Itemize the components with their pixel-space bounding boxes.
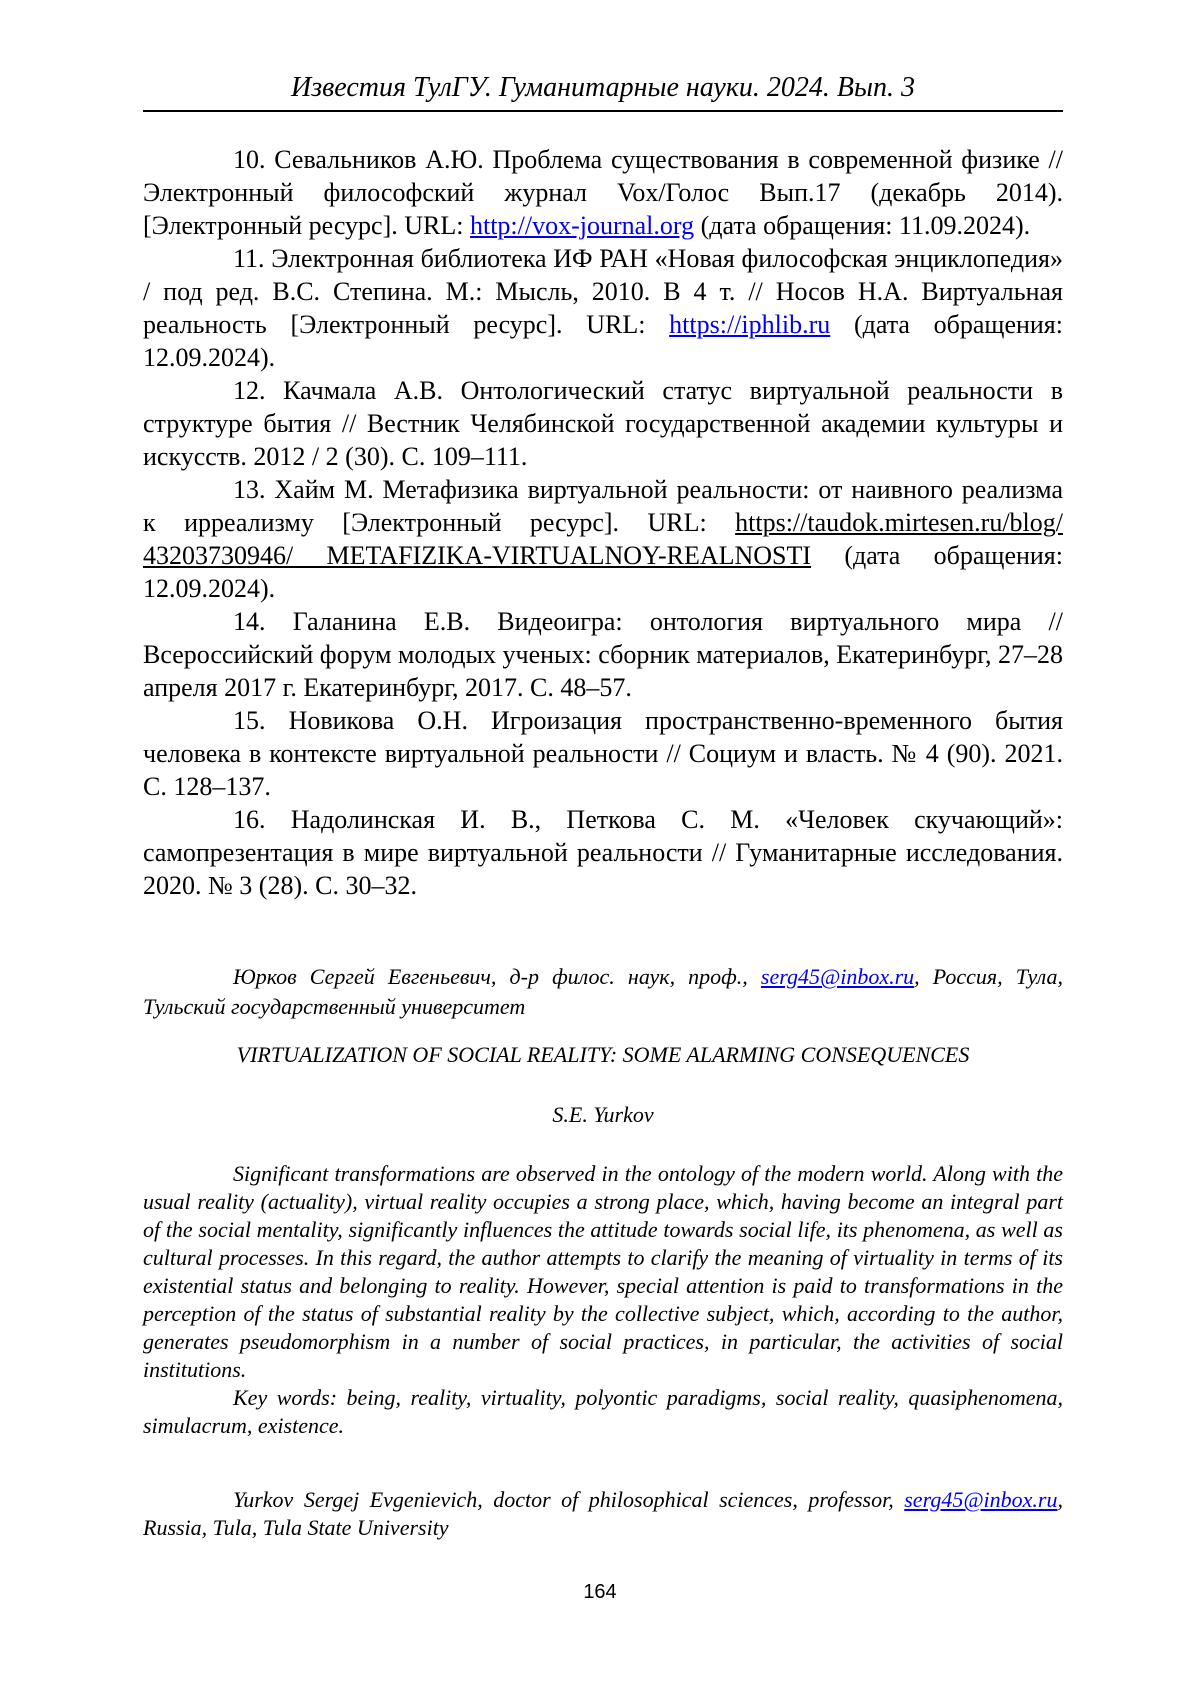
reference-list: [143, 143, 1063, 902]
author-info-text-end: , Россия, Тула, Тульский государственный университет: [143, 964, 1063, 1019]
reference-text-end: (дата обращения: 12.09.2024).: [143, 541, 1063, 603]
reference-item: [143, 143, 1063, 242]
reference-text: 10. Севальников А.Ю. Проблема существования в современной физике // Электронный философский журнал Vox/Голос Вып.17 (декабрь 2014). [Электронный ресурс]. URL:: [143, 145, 1063, 240]
reference-item: [143, 704, 1063, 803]
reference-item: [143, 374, 1063, 473]
author-email-link[interactable]: serg45@inbox.ru: [760, 964, 915, 989]
author-info-text: Yurkov Sergej Evgenievich, doctor of philosophical sciences, professor,: [233, 1487, 905, 1512]
reference-text: 13. Хайм М. Метафизика виртуальной реальности: от наивного реализма к ирреализму [Электронный ресурс]. URL:: [143, 475, 1063, 537]
reference-link[interactable]: https://taudok.mirtesen.ru/blog/ 43203730946/ METAFIZIKA-VIRTUALNOY-REALNOSTI: [143, 508, 1063, 570]
header-rule: [143, 110, 1063, 112]
reference-item: [143, 605, 1063, 704]
english-author: S.E. Yurkov: [552, 1102, 654, 1127]
reference-text: 12. Качмала А.В. Онтологический статус виртуальной реальности в структуре бытия // Вестник Челябинской государственной академии культуры и искусств. 2012 / 2 (30). С. 109–111.: [143, 376, 1063, 471]
reference-text-end: (дата обращения: 11.09.2024).: [694, 211, 1031, 240]
reference-item: [143, 242, 1063, 374]
author-info-text: Юрков Сергей Евгеньевич, д-р филос. наук, проф.,: [233, 964, 761, 989]
reference-text-end: (дата обращения: 12.09.2024).: [143, 310, 1063, 372]
reference-text: 15. Новикова О.Н. Игроизация пространственно-временного бытия человека в контексте виртуальной реальности // Социум и власть. № 4 (90). 2021. С. 128–137.: [143, 706, 1063, 801]
author-info-text-end: , Russia, Tula, Tula State University: [143, 1487, 1063, 1540]
author-info-en: [143, 1486, 1063, 1542]
reference-text: 14. Галанина Е.В. Видеоигра: онтология виртуального мира // Всероссийский форум молодых ученых: сборник материалов, Екатеринбург, 27–28 апреля 2017 г. Екатеринбург, 2017. С. 48–57.: [143, 607, 1063, 702]
reference-link[interactable]: https://iphlib.ru: [669, 310, 831, 339]
author-email-link[interactable]: serg45@inbox.ru: [904, 1487, 1058, 1512]
reference-text: 11. Электронная библиотека ИФ РАН «Новая философская энциклопедия» / под ред. В.С. Степина. М.: Мысль, 2010. В 4 т. // Носов Н.А. Виртуальная реальность [Электронный ресурс]. URL:: [143, 244, 1063, 339]
page-number: 164: [583, 1581, 617, 1603]
reference-text: 16. Надолинская И. В., Петкова С. М. «Человек скучающий»: самопрезентация в мире виртуальной реальности // Гуманитарные исследования. 2020. № 3 (28). С. 30–32.: [143, 805, 1063, 900]
reference-item: [143, 473, 1063, 605]
running-header: Известия ТулГУ. Гуманитарные науки. 2024. Вып. 3: [291, 72, 915, 103]
reference-item: [143, 803, 1063, 902]
abstract-text: Significant transformations are observed in the ontology of the modern world. Along with the usual reality (actuality), virtual reality occupies a strong place, which, having become an integral part of the social mentality, significantly influences the attitude towards social life, its phenomena, as well as cultural processes. In this regard, the author attempts to clarify the meaning of virtuality in terms of its existential status and belonging to reality. However, special attention is paid to transformations in the perception of the status of substantial reality by the collective subject, which, according to the author, generates pseudomorphism in a number of social practices, in particular, the activities of social institutions.: [143, 1161, 1063, 1382]
english-abstract: [143, 1160, 1063, 1440]
author-info-ru: [143, 962, 1063, 1022]
reference-link[interactable]: http://vox-journal.org: [469, 211, 695, 240]
keywords: Key words: being, reality, virtuality, polyontic paradigms, social reality, quasiphenomena, simulacrum, existence.: [143, 1385, 1063, 1438]
english-title: VIRTUALIZATION OF SOCIAL REALITY: SOME ALARMING CONSEQUENCES: [236, 1042, 970, 1067]
